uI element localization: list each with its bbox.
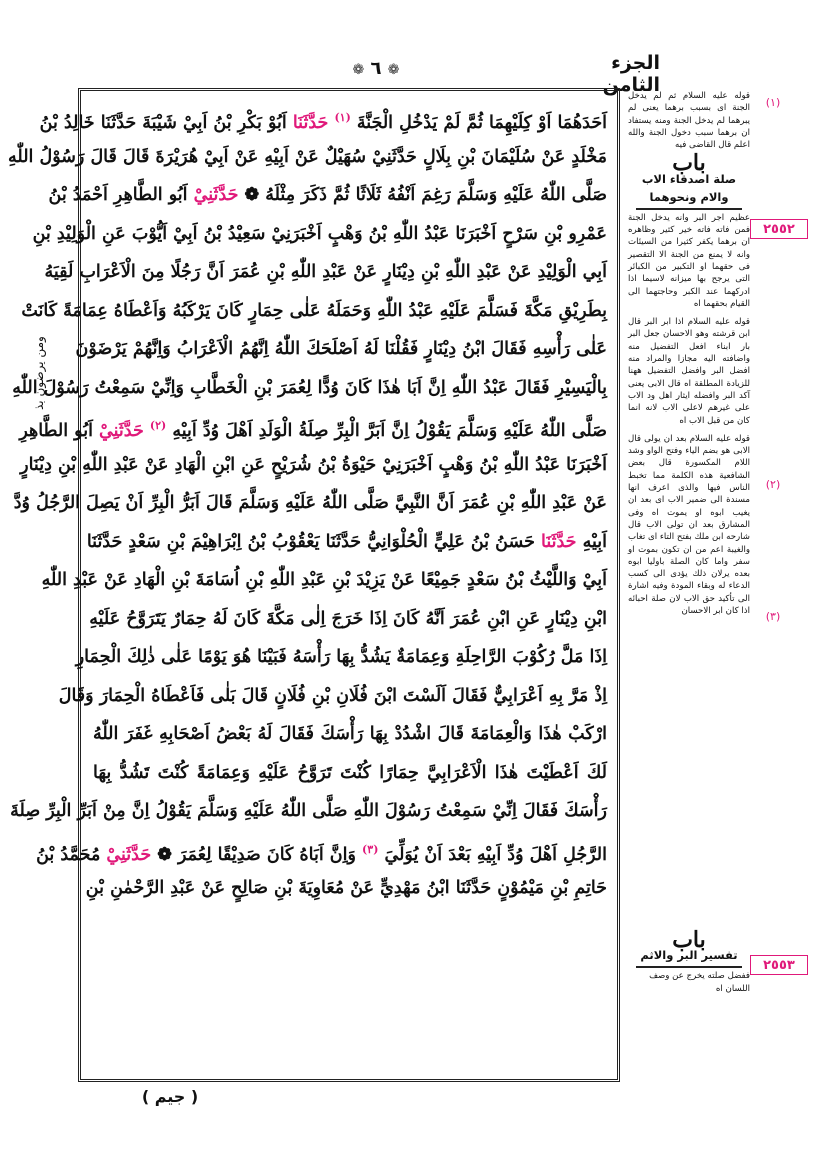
text-span: حَاتِمِ بْنِ مَيْمُوْنٍ حَدَّثَنَا ابْنُ مَهْدِيٍّ عَنْ مُعَاوِيَةَ بْنِ صَالِحٍ عَنْ عَبْدِ الرَّحْمٰنِ بْنِ xyxy=(85,878,607,898)
text-span: ابْنِ دِيْنَارٍ عَنِ ابْنِ عُمَرَ اَنَّهُ كَانَ اِذَا خَرَجَ اِلٰى مَكَّةَ كَانَ لَهُ حِمَارٌ يَتَرَوَّحُ عَلَيْهِ xyxy=(89,608,607,629)
divider xyxy=(636,208,742,210)
footnote-3: قوله عليه السلام بعد ان يولى قال الابى هو بضم الياء وفتح الواو وشد اللام المكسورة قال بعض الشافعية هذه الكلمة مما تخبط الناس فيها والذى اعرف انها مسندة الى ضمير الاب اى بعد ان يغيب ابوه او يموت اه وفى المشارق بعد ان تولى الاب قال شارحه ابن ملك بفتح التاء اى تغاب والغيبة اعم من ان تكون بموت او سفر واما كان الصلة باوليا ابوه بعده يرلان ذلك يؤدى الى كسب الدعاء له وبقاء المودة وفيه اشارة الى تأكيد حق الاب لان صلة احبائه اذا كان ابر الاحسان xyxy=(628,433,750,616)
text-line xyxy=(20,446,607,485)
text-span: بِالْيَسِيْرِ فَقَالَ عَبْدُ اللّٰهِ اِنَّ اَبَا هٰذَا كَانَ وُدًّا لِعُمَرَ بْنِ الْخَطَّابِ وَاِنِّيْ سَمِعْتُ رَسُوْلَ اللّٰهِ xyxy=(12,377,607,398)
text-span: اَبِي الْوَلِيْدِ عَنْ عَبْدِ اللّٰهِ بْنِ دِيْنَارٍ عَنْ عَبْدِ اللّٰهِ بْنِ عُمَرَ اَنَّ رَجُلًا مِنَ الْاَعْرَابِ لَقِيَهُ xyxy=(44,262,607,282)
text-span: اَبُو الطَّاهِرِ اَحْمَدُ بْنُ xyxy=(48,185,194,205)
text-span: اَبِيْ وَاللَّيْثُ بْنُ سَعْدٍ جَمِيْعًا عَنْ يَزِيْدَ بْنِ عَبْدِ اللّٰهِ بْنِ اُسَامَةَ بْنِ الْهَادِ عَنْ عَبْدِ اللّٰهِ xyxy=(41,570,607,590)
text-span: وَاِنَّ اَبَاهُ كَانَ صَدِيْقًا لِعُمَرَ ❁ xyxy=(151,844,363,865)
text-line xyxy=(75,638,607,677)
text-line xyxy=(13,484,607,523)
text-span: اَبُوْ بَكْرِ بْنُ اَبِيْ شَيْبَةَ حَدَّثَنَا خَالِدُ بْنُ xyxy=(39,112,287,133)
text-span: مُحَمَّدُ بْنُ xyxy=(36,844,107,865)
ornament-icon: ❁ xyxy=(387,62,400,78)
text-span: الرَّجُلِ اَهْلَ وُدِّ اَبِيْهِ بَعْدَ اَنْ يُوَلِّيَ xyxy=(378,844,607,865)
text-line xyxy=(89,600,607,639)
text-span: رَأْسَكَ فَقَالَ اِنِّيْ سَمِعْتُ رَسُوْلَ اللّٰهِ صَلَّى اللّٰهُ عَلَيْهِ وَسَلَّمَ يَقُوْلُ اِنَّ مِنْ اَبَرِّ الْبِرِّ صِلَةَ xyxy=(10,801,607,821)
margin-commentary xyxy=(628,90,750,850)
text-span: لَكَ اَعْطَيْتَ هٰذَا الْاَعْرَابِيَّ حِمَارًا كُنْتَ تَرَوَّحُ عَلَيْهِ وَعِمَامَةً كُنْتَ تَشُدُّ بِهَا xyxy=(93,762,607,783)
footnote-marker: (٣) xyxy=(765,610,781,623)
text-span: اَبُو الطَّاهِرِ xyxy=(19,420,93,441)
text-line xyxy=(41,561,607,600)
narration-marker: حَدَّثَنِيْ xyxy=(106,844,152,865)
text-line xyxy=(19,407,607,446)
signature-mark: ( جیم ) xyxy=(141,1087,199,1106)
text-line xyxy=(32,215,607,254)
text-line xyxy=(8,138,607,177)
hadith-number-badge: ٢٥٥٣ xyxy=(750,955,808,975)
text-line xyxy=(10,792,607,831)
footnote-marker: (٢) xyxy=(765,478,781,491)
narration-marker: حَدَّثَنَا xyxy=(286,112,335,133)
footnote-ref: (١) xyxy=(334,111,351,124)
chapter-title: تفسير البر والاثم xyxy=(640,948,738,963)
text-span: عَلٰى رَأْسِهِ فَقَالَ ابْنُ دِيْنَارٍ فَقُلْنَا لَهُ اَصْلَحَكَ اللّٰهُ اِنَّهُمُ الْاَعْرَابُ وَاِنَّهُمْ يَرْضَوْنَ xyxy=(75,339,607,359)
text-line xyxy=(48,176,607,215)
part-title: الجزء الثامن xyxy=(602,52,660,96)
text-line xyxy=(58,677,607,716)
chapter-block-2 xyxy=(628,927,750,995)
text-span: اَحَدَهُمَا اَوْ كِلَيْهِمَا ثُمَّ لَمْ يَدْخُلِ الْجَنَّةَ xyxy=(350,112,607,133)
text-span: اَبِيْهِ xyxy=(576,531,607,552)
margin-note-text: ومن يرضون بذ xyxy=(32,336,46,410)
text-span: صَلَّى اللّٰهُ عَلَيْهِ وَسَلَّمَ يَقُوْلُ اِنَّ اَبَرَّ الْبِرِّ صِلَةُ الْوَلَدِ اَهْلَ وُدِّ اَبِيْهِ xyxy=(166,420,607,441)
chapter-heading: باب xyxy=(672,150,706,177)
footnote-ref: (٣) xyxy=(362,842,379,856)
text-line xyxy=(85,869,607,908)
footnote-ref: (٢) xyxy=(149,419,167,432)
chapter-title: صلة اصدقاء الاب والام ونحوهما xyxy=(641,171,737,204)
text-span: اِذْ مَرَّ بِهِ اَعْرَابِيٌّ فَقَالَ اَلَسْتَ ابْنَ فُلَانِ بْنِ فُلَانٍ قَالَ بَلٰى فَاَعْطَاهُ الْحِمَارَ وَقَالَ xyxy=(58,685,607,706)
footnote-1: قوله عليه السلام ثم لم يدخل الجنة اى بسبب برهما يعنى لم يبرهما لم يدخل الجنة ومنه يستفاد ان برهما سبب دخول الجنة والله اعلم قال القاضى فيه xyxy=(628,91,750,151)
text-span: صَلَّى اللّٰهُ عَلَيْهِ وَسَلَّمَ رَغِمَ اَنْفُهُ ثَلَاثًا ثُمَّ ذَكَرَ مِثْلَهُ ❁ xyxy=(238,185,607,205)
page-number-value: ٦ xyxy=(370,58,382,79)
hadith-number-badge: ٢٥٥٢ xyxy=(750,219,808,239)
text-span: اَخْبَرَنَا عَبْدُ اللّٰهِ بْنُ وَهْبٍ اَخْبَرَنِيْ حَيْوَةُ بْنُ شُرَيْحٍ عَنِ ابْنِ الْهَادِ عَنْ عَبْدِ اللّٰهِ بْنِ دِيْنَارٍ xyxy=(20,454,607,475)
text-span: حَسَنُ بْنُ عَلِيٍّ الْحُلْوَانِيُّ حَدَّثَنَا يَعْقُوْبُ بْنُ اِبْرَاهِيْمَ بْنِ سَعْدٍ حَدَّثَنَا xyxy=(86,531,541,552)
narration-marker: حَدَّثَنِيْ xyxy=(193,185,239,205)
text-span: عَنْ عَبْدِ اللّٰهِ بْنِ عُمَرَ اَنَّ النَّبِيَّ صَلَّى اللّٰهُ عَلَيْهِ وَسَلَّمَ قَالَ اَبَرُّ الْبِرِّ اَنْ يَصِلَ الرَّجُلُ وُدَّ xyxy=(13,493,607,513)
text-line xyxy=(93,715,607,754)
text-line xyxy=(75,330,607,369)
text-line xyxy=(21,292,607,331)
margin-note-vertical xyxy=(18,320,58,410)
text-line xyxy=(44,253,607,292)
ornament-icon: ❁ xyxy=(352,62,365,78)
footnote-2: قوله عليه السلام اذا ابر البر قال ابن قرشته وهو الاحسان جعل البر بار ابناء افعل التفضيل منه واضافته اليه مجازا والمراد منه افضل البر وافضل التفضيل ههنا للزيادة المطلقة اه قال الابى يعنى آكد البر وافضله ايثار اهل ود الاب على غيرهم لاعلى الاب لانه انما كان من قبل الاب اه xyxy=(628,317,750,426)
text-span: مَخْلَدٍ عَنْ سُلَيْمَانَ بْنِ بِلَالٍ حَدَّثَنِيْ سُهَيْلٌ عَنْ اَبِيْهِ عَنْ اَبِيْ هُرَيْرَةَ قَالَ قَالَ رَسُوْلُ اللّٰهِ xyxy=(8,146,607,167)
chapter-heading: باب xyxy=(672,927,706,953)
text-line xyxy=(36,831,607,870)
divider xyxy=(636,966,742,968)
page-number xyxy=(316,58,436,79)
text-span: اِذَا مَلَّ رُكُوْبَ الرَّاحِلَةِ وَعِمَامَةٌ يَشُدُّ بِهَا رَأْسَهُ فَبَيْنَا هُوَ يَوْمًا عَلٰى ذٰلِكَ الْحِمَارِ xyxy=(75,647,607,667)
text-line xyxy=(86,523,607,562)
text-span: بِطَرِيْقِ مَكَّةَ فَسَلَّمَ عَلَيْهِ عَبْدُ اللّٰهِ وَحَمَلَهُ عَلٰى حِمَارٍ كَانَ يَرْكَبُهُ وَاَعْطَاهُ عِمَامَةً كَانَتْ xyxy=(21,300,607,321)
narration-marker: حَدَّثَنَا xyxy=(541,531,577,552)
text-span: عَمْرِو بْنِ سَرْحٍ اَخْبَرَنَا عَبْدُ اللّٰهِ بْنُ وَهْبٍ اَخْبَرَنِيْ سَعِيْدُ بْنُ اَبِيْ اَيُّوْبَ عَنِ الْوَلِيْدِ بْنِ xyxy=(32,223,607,244)
text-span: ارْكَبْ هٰذَا وَالْعِمَامَةَ قَالَ اشْدُدْ بِهَا رَأْسَكَ فَقَالَ لَهُ بَعْضُ اَصْحَابِهِ غَفَرَ اللّٰهُ xyxy=(93,724,607,744)
text-line xyxy=(39,99,607,138)
narration-marker: حَدَّثَنِيْ xyxy=(92,420,150,441)
chapter-summary: ففضل صلته يخرج عن وصف اللسان اه xyxy=(649,971,750,994)
footnote-marker: (١) xyxy=(765,96,781,109)
chapter-summary: عظيم اجر البر وانه يدخل الجنة فمن فاته فاته خير كثير وظاهره ان برهما يكفر كثيرا من السيئات وانه لا يمنع من الجنة الا التقصير فى حقهما او التكبير من الكبائر التى يرجح بها ميزانه لاسيما اذا ادركهما عند الكبر وحاجتهما الى القيام بحقهما اه xyxy=(628,212,750,309)
text-line xyxy=(93,754,607,793)
